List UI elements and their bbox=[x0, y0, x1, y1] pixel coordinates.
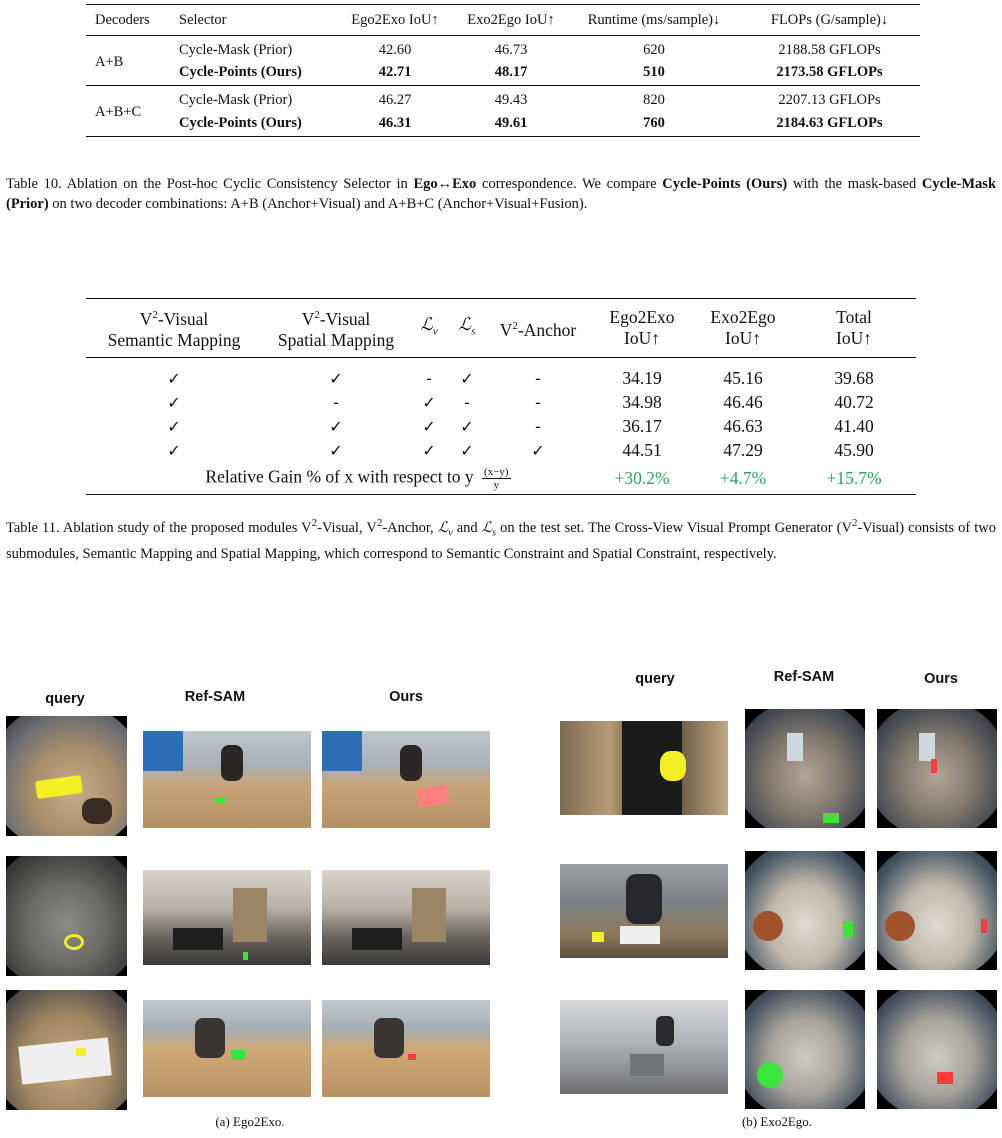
caption-bold: Ego↔Exo bbox=[413, 176, 477, 192]
ours-mask bbox=[937, 1072, 953, 1084]
refsam-mask bbox=[823, 813, 839, 823]
ls-cell: - bbox=[464, 392, 470, 412]
anchor-cell: ✓ bbox=[531, 440, 545, 460]
left-ours-image-3 bbox=[322, 1000, 490, 1097]
ls-cell: ✓ bbox=[460, 368, 474, 388]
total-cell: 39.68 bbox=[834, 367, 874, 388]
header-ego2exo: Ego2Exo IoU↑ bbox=[351, 11, 439, 28]
runtime-cell: 760 bbox=[643, 114, 665, 131]
left-col-refsam: Ref-SAM bbox=[184, 689, 246, 705]
header-runtime: Runtime (ms/sample)↓ bbox=[587, 11, 721, 28]
left-query-image-2 bbox=[6, 856, 127, 976]
total-cell: 45.90 bbox=[834, 439, 874, 460]
caption-text: Table 10. Ablation on the Post-hoc Cyclic Consistency Selector in bbox=[6, 176, 414, 192]
ours-mask bbox=[417, 785, 450, 808]
left-query-image-3 bbox=[6, 990, 127, 1110]
table-11 bbox=[86, 298, 916, 495]
left-refsam-image-1 bbox=[143, 731, 311, 828]
right-col-ours: Ours bbox=[924, 671, 958, 687]
table-row bbox=[86, 111, 920, 137]
window bbox=[919, 733, 935, 761]
exo2ego-cell: 46.63 bbox=[723, 415, 763, 436]
caption-text: on two decoder combinations: A+B (Anchor+Visual) and A+B+C (Anchor+Visual+Fusion). bbox=[48, 196, 588, 212]
caption-bold: Cycle-Mask (Prior) bbox=[6, 176, 997, 212]
flops-cell: 2173.58 GFLOPs bbox=[776, 64, 883, 81]
left-col-query: query bbox=[45, 691, 85, 707]
window bbox=[143, 731, 183, 771]
right-col-refsam: Ref-SAM bbox=[773, 669, 835, 685]
exo2ego-cell: 45.16 bbox=[723, 367, 763, 388]
person bbox=[400, 745, 422, 781]
chair bbox=[233, 888, 267, 942]
selector-cell: Cycle-Mask (Prior) bbox=[179, 42, 293, 58]
exo2ego-cell: 47.29 bbox=[723, 439, 763, 460]
right-subcaption: (b) Exo2Ego. bbox=[741, 1114, 813, 1129]
table-10-caption bbox=[6, 174, 996, 214]
right-col-query: query bbox=[635, 671, 675, 687]
right-query-image-3 bbox=[560, 1000, 728, 1094]
ours-mask bbox=[931, 759, 937, 773]
query-mask bbox=[660, 751, 686, 781]
lv-cell: ✓ bbox=[422, 392, 436, 412]
anchor-cell: - bbox=[535, 392, 541, 412]
ls-cell: ✓ bbox=[460, 440, 474, 460]
right-query-image-2 bbox=[560, 864, 728, 958]
table-row bbox=[86, 61, 920, 85]
runtime-cell: 820 bbox=[643, 91, 665, 108]
gain-row bbox=[86, 462, 916, 495]
selector-cell: Cycle-Points (Ours) bbox=[179, 64, 302, 81]
query-mask bbox=[76, 1048, 86, 1056]
left-ours-image-2 bbox=[322, 870, 490, 965]
right-refsam-image-3 bbox=[745, 990, 865, 1109]
bowl bbox=[753, 911, 783, 941]
caption-text: correspondence. We compare bbox=[476, 176, 663, 192]
table-row bbox=[86, 36, 920, 62]
header-exo2ego: Exo2Ego IoU↑ bbox=[467, 11, 555, 28]
table-11-header bbox=[86, 299, 916, 358]
table-11-caption: Table 11. Ablation study of the proposed modules $V^2$-Visual, $V^2$-Anchor, ℒ$_v$ and ℒ$_s$ on the test set. The Cross-View Visual Prompt Generator $(V^2-Visual)$ consists of two submodules, Semantic Mapping and Spatial Mapping, which correspond to Semantic Constraint and Spatial Constraint, respectively. bbox=[6, 517, 996, 562]
gain-fraction: $\frac{(x-y)}{y}$ bbox=[484, 465, 509, 491]
anchor-cell: - bbox=[535, 368, 541, 388]
lv-cell: ✓ bbox=[422, 416, 436, 436]
table-row bbox=[86, 358, 916, 391]
anchor-cell: - bbox=[535, 416, 541, 436]
decoder-cell: A+B bbox=[95, 53, 124, 70]
ls-cell: ✓ bbox=[460, 416, 474, 436]
header-lv: ℒ$_v$ bbox=[420, 313, 438, 338]
table-row bbox=[86, 390, 916, 414]
total-cell: 40.72 bbox=[834, 391, 874, 412]
flops-cell: 2188.58 GFLOPs bbox=[778, 42, 881, 58]
gain-total: +15.7% bbox=[826, 467, 882, 488]
exo2ego-cell: 49.43 bbox=[494, 91, 528, 108]
right-ours-image-3 bbox=[877, 990, 997, 1109]
ego2exo-cell: 42.71 bbox=[378, 64, 412, 81]
query-mask bbox=[64, 934, 84, 950]
ego2exo-cell: 34.98 bbox=[622, 391, 662, 412]
semantic-mapping-cell: ✓ bbox=[167, 392, 181, 412]
person bbox=[626, 874, 662, 924]
ego2exo-cell: 46.31 bbox=[378, 114, 412, 131]
right-refsam-image-1 bbox=[745, 709, 865, 828]
header-total: Total IoU↑ bbox=[836, 307, 872, 348]
right-refsam-image-2 bbox=[745, 851, 865, 970]
sink bbox=[630, 1054, 664, 1076]
semantic-mapping-cell: ✓ bbox=[167, 416, 181, 436]
lv-cell: - bbox=[426, 368, 432, 388]
spatial-mapping-cell: - bbox=[333, 392, 339, 412]
header-decoders: Decoders bbox=[95, 11, 150, 28]
table-row bbox=[86, 85, 920, 111]
header-flops: FLOPs (G/sample)↓ bbox=[770, 11, 889, 28]
header-anchor: $V^2$-Anchor bbox=[499, 319, 577, 340]
refsam-mask bbox=[757, 1062, 783, 1088]
right-query-image-1 bbox=[560, 721, 728, 815]
person bbox=[221, 745, 243, 781]
exo2ego-cell: 46.46 bbox=[723, 391, 763, 412]
left-refsam-image-2 bbox=[143, 870, 311, 965]
left-col-ours: Ours bbox=[389, 689, 423, 705]
runtime-cell: 620 bbox=[643, 42, 665, 58]
ego2exo-cell: 36.17 bbox=[622, 415, 662, 436]
refsam-mask bbox=[243, 952, 248, 960]
left-refsam-image-3 bbox=[143, 1000, 311, 1097]
caption-text: with the mask-based bbox=[787, 176, 922, 192]
table-10 bbox=[86, 4, 920, 137]
ego2exo-cell: 46.27 bbox=[378, 91, 412, 108]
chair bbox=[412, 888, 446, 942]
gain-ego2exo: +30.2% bbox=[614, 467, 670, 488]
exo2ego-cell: 49.61 bbox=[494, 114, 528, 131]
person bbox=[656, 1016, 674, 1046]
ego2exo-cell: 34.19 bbox=[622, 367, 662, 388]
refsam-mask bbox=[231, 1050, 245, 1060]
spatial-mapping-cell: ✓ bbox=[329, 368, 343, 388]
header-ego2exo: Ego2Exo IoU↑ bbox=[609, 307, 675, 348]
semantic-mapping-cell: ✓ bbox=[167, 368, 181, 388]
board bbox=[620, 926, 660, 944]
gain-exo2ego: +4.7% bbox=[719, 467, 767, 488]
person bbox=[374, 1018, 404, 1058]
right-ours-image-1 bbox=[877, 709, 997, 828]
ego2exo-cell: 42.60 bbox=[378, 42, 412, 58]
refsam-mask bbox=[843, 921, 853, 937]
exo2ego-cell: 48.17 bbox=[494, 64, 528, 81]
header-spatial-mapping: $V^2$-Visual Spatial Mapping bbox=[277, 308, 395, 350]
person bbox=[195, 1018, 225, 1058]
lv-cell: ✓ bbox=[422, 440, 436, 460]
stove bbox=[352, 928, 402, 950]
runtime-cell: 510 bbox=[643, 64, 665, 81]
hand bbox=[82, 798, 112, 824]
stove bbox=[173, 928, 223, 950]
window bbox=[787, 733, 803, 761]
window bbox=[322, 731, 362, 771]
ours-mask bbox=[981, 919, 987, 933]
bowl bbox=[885, 911, 915, 941]
query-mask bbox=[592, 932, 604, 942]
spatial-mapping-cell: ✓ bbox=[329, 440, 343, 460]
exo2ego-cell: 46.73 bbox=[494, 42, 528, 58]
header-exo2ego: Exo2Ego IoU↑ bbox=[710, 307, 776, 348]
left-ours-image-1 bbox=[322, 731, 490, 828]
selector-cell: Cycle-Mask (Prior) bbox=[179, 91, 293, 108]
ego2exo-cell: 44.51 bbox=[622, 439, 662, 460]
left-subcaption: (a) Ego2Exo. bbox=[215, 1114, 285, 1129]
semantic-mapping-cell: ✓ bbox=[167, 440, 181, 460]
table-row bbox=[86, 414, 916, 438]
total-cell: 41.40 bbox=[834, 415, 874, 436]
table-row bbox=[86, 438, 916, 462]
flops-cell: 2207.13 GFLOPs bbox=[778, 91, 881, 108]
decoder-cell: A+B+C bbox=[95, 104, 142, 121]
ours-mask bbox=[408, 1054, 416, 1060]
refsam-mask bbox=[215, 797, 225, 804]
header-ls: ℒ$_s$ bbox=[458, 313, 476, 338]
header-semantic-mapping: $V^2$-Visual Semantic Mapping bbox=[107, 308, 241, 350]
flops-cell: 2184.63 GFLOPs bbox=[776, 114, 883, 131]
header-selector: Selector bbox=[179, 11, 227, 28]
caption-bold: Cycle-Points (Ours) bbox=[662, 176, 788, 192]
left-query-image-1 bbox=[6, 716, 127, 836]
spatial-mapping-cell: ✓ bbox=[329, 416, 343, 436]
selector-cell: Cycle-Points (Ours) bbox=[179, 114, 302, 131]
right-ours-image-2 bbox=[877, 851, 997, 970]
gain-label: Relative Gain % of x with respect to y $\frac{(x-y)}{y}$ bbox=[205, 465, 509, 491]
table-10-header bbox=[86, 5, 920, 36]
